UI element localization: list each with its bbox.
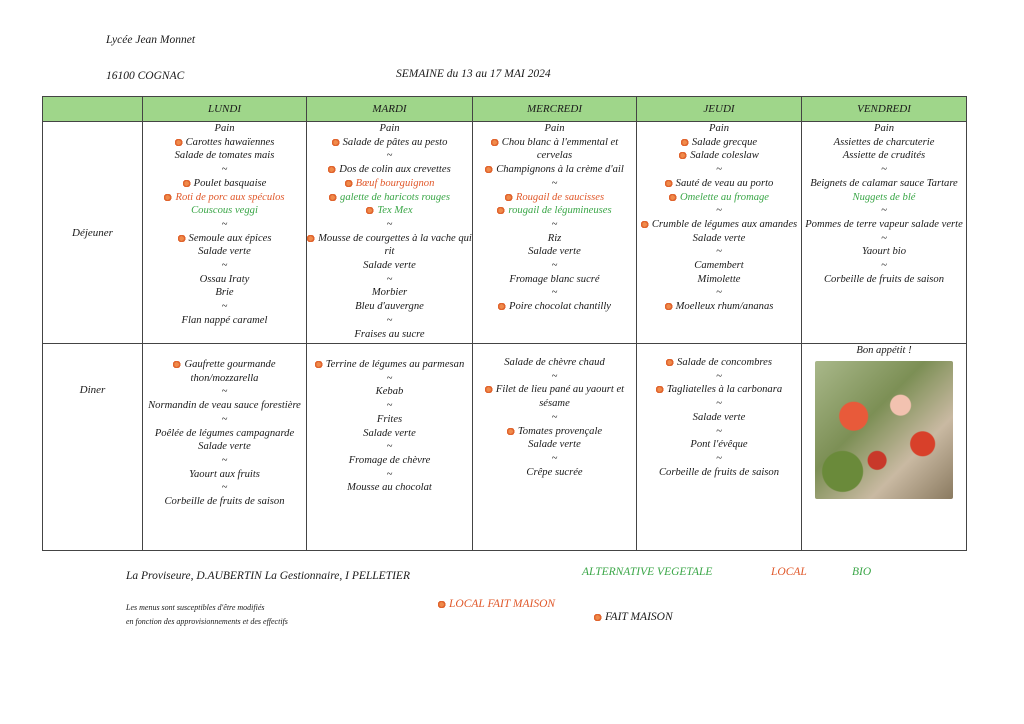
separator	[637, 397, 801, 411]
legend-fait-maison	[594, 611, 673, 623]
menu-item-label: rougail de légumineuses	[508, 205, 612, 217]
flower-photo	[815, 361, 953, 499]
menu-item	[637, 191, 801, 205]
menu-item-label: Mimolette	[697, 273, 741, 285]
menu-item	[307, 163, 472, 177]
separator	[473, 177, 636, 191]
menu-item-label: ~	[716, 164, 722, 176]
menu-item-label: Yaourt bio	[861, 246, 907, 258]
menu-item	[473, 204, 636, 218]
leaf-icon	[315, 361, 324, 368]
menu-item-label: ~	[551, 452, 558, 464]
separator	[802, 259, 966, 273]
menu-item	[143, 314, 306, 328]
menu-item	[473, 245, 636, 259]
separator	[637, 370, 801, 384]
menu-item	[802, 136, 966, 150]
leaf-icon	[505, 194, 514, 201]
menu-item	[802, 273, 966, 287]
menu-item-label: ~	[551, 177, 558, 189]
row-label-dinner: Diner	[43, 344, 143, 551]
lunch-cell-mercredi	[473, 122, 637, 344]
menu-item-label: Terrine de légumes au parmesan	[325, 359, 465, 370]
separator	[637, 425, 801, 439]
menu-item	[637, 356, 801, 370]
menu-item	[802, 218, 966, 232]
menu-item	[473, 425, 636, 439]
separator	[473, 218, 636, 232]
menu-item-label: Salade grecque	[691, 136, 758, 148]
menu-item	[307, 122, 472, 136]
menu-item-label: Pain	[708, 123, 729, 134]
menu-item-label: Salade verte	[363, 427, 416, 439]
separator	[802, 163, 966, 177]
leaf-icon	[332, 139, 341, 146]
menu-item-label: Camembert	[694, 260, 744, 272]
menu-item-label: Filet de lieu pané au yaourt et sésame	[495, 384, 625, 410]
leaf-icon	[173, 361, 182, 368]
menu-item	[473, 191, 636, 205]
menu-item-label: Champignons à la crème d'ail	[496, 164, 624, 176]
menu-item-label: Salade de concombres	[677, 357, 772, 368]
legend-vegetale: ALTERNATIVE VEGETALE	[582, 566, 713, 578]
leaf-icon	[666, 359, 675, 366]
menu-item	[637, 466, 801, 480]
separator	[637, 286, 801, 300]
menu-item	[637, 259, 801, 273]
menu-item-label: ~	[716, 452, 722, 464]
lunch-row	[43, 122, 967, 344]
menu-item-label: ~	[386, 150, 393, 162]
menu-item	[307, 427, 472, 441]
menu-item-label: Assiettes de charcuterie	[833, 136, 935, 148]
day-header-lundi: LUNDI	[143, 97, 307, 122]
menu-item-label: Omelette au fromage	[679, 191, 770, 203]
menu-item-label: Dos de colin aux crevettes	[339, 164, 451, 176]
leaf-icon	[507, 428, 516, 435]
menu-item-label: Gaufrette gourmande thon/mozzarella	[184, 359, 276, 384]
menu-item-label: ~	[221, 218, 228, 230]
separator	[637, 163, 801, 177]
dinner-cell-lundi	[143, 344, 307, 551]
menu-item-label: Assiette de crudités	[842, 150, 926, 162]
legend-bio: BIO	[852, 566, 872, 578]
menu-item-label: Nuggets de blé	[852, 191, 916, 203]
menu-item-label: Tex Mex	[377, 205, 413, 217]
note-line-2: en fonction des approvisionnements et des effectifs	[126, 617, 288, 626]
lunch-cell-lundi	[143, 122, 307, 344]
separator	[637, 204, 801, 218]
menu-item	[143, 495, 306, 509]
leaf-icon	[329, 194, 338, 201]
menu-item-label: Salade verte	[363, 260, 416, 272]
menu-item	[637, 300, 801, 314]
menu-item	[143, 136, 306, 150]
menu-item-label: ~	[221, 260, 228, 272]
menu-item-label: Poulet basquaise	[193, 177, 267, 189]
menu-item-label: ~	[716, 370, 722, 382]
legend-local-fait-maison	[438, 598, 555, 610]
menu-item-label: ~	[551, 411, 558, 423]
leaf-icon	[679, 152, 688, 159]
legend-fait-maison-label: FAIT MAISON	[605, 611, 673, 623]
separator	[143, 385, 306, 399]
menu-item-label: ~	[221, 482, 228, 494]
week-title: SEMAINE du 13 au 17 MAI 2024	[396, 68, 551, 80]
menu-item-label: Flan nappé caramel	[181, 314, 268, 326]
leaf-icon	[656, 386, 665, 393]
menu-item-label: Frites	[376, 413, 403, 425]
separator	[307, 440, 472, 454]
menu-item	[307, 259, 472, 273]
menu-item-label: ~	[386, 400, 393, 412]
menu-item	[307, 286, 472, 300]
day-header-mardi: MARDI	[307, 97, 473, 122]
menu-item	[637, 218, 801, 232]
leaf-icon	[175, 139, 184, 146]
menu-item-label: Poire chocolat chantilly	[509, 301, 611, 313]
leaf-icon	[307, 235, 316, 242]
separator	[473, 411, 636, 425]
menu-item-label: ~	[386, 441, 393, 453]
menu-item-label: Yaourt aux fruits	[189, 468, 260, 480]
menu-item	[143, 204, 306, 218]
day-header-mercredi: MERCREDI	[473, 97, 637, 122]
menu-item	[637, 383, 801, 397]
menu-item-label: Salade de pâtes au pesto	[342, 136, 448, 148]
menu-item	[143, 427, 306, 441]
legend-local-fait-maison-label: LOCAL FAIT MAISON	[449, 598, 556, 610]
separator	[307, 468, 472, 482]
school-city: 16100 COGNAC	[106, 70, 185, 82]
menu-item-label: Normandin de veau sauce forestière	[148, 400, 301, 412]
separator	[307, 218, 472, 232]
menu-item	[143, 468, 306, 482]
menu-item-label: ~	[221, 164, 228, 176]
separator	[473, 286, 636, 300]
separator	[143, 481, 306, 495]
leaf-icon	[485, 386, 494, 393]
separator	[143, 413, 306, 427]
menu-item	[473, 300, 636, 314]
menu-item	[307, 358, 472, 372]
menu-item-label: Crêpe sucrée	[526, 466, 583, 478]
menu-item	[637, 273, 801, 287]
dinner-cell-mercredi	[473, 344, 637, 551]
menu-item	[143, 149, 306, 163]
menu-item-label: Salade verte	[198, 441, 251, 453]
menu-item	[802, 177, 966, 191]
leaf-icon	[665, 303, 674, 310]
menu-item-label: ~	[221, 386, 228, 398]
dinner-cell-mardi	[307, 344, 473, 551]
menu-item-label: Corbeille de fruits de saison	[823, 273, 945, 285]
menu-item-label: Brie	[215, 287, 234, 299]
menu-item	[802, 149, 966, 163]
leaf-icon	[438, 601, 447, 608]
menu-item-label: galette de haricots rouges	[340, 191, 450, 203]
separator	[802, 232, 966, 246]
menu-item	[637, 149, 801, 163]
menu-item-label: Tomates provençale	[517, 425, 603, 437]
separator	[143, 259, 306, 273]
menu-item-label: Kebab	[375, 386, 404, 398]
separator	[637, 452, 801, 466]
separator	[143, 300, 306, 314]
menu-item-label: Moelleux rhum/ananas	[675, 301, 774, 313]
school-name: Lycée Jean Monnet	[106, 34, 196, 46]
menu-item-label: Salade de tomates mais	[174, 150, 275, 162]
menu-item-label: ~	[386, 218, 393, 230]
separator	[637, 245, 801, 259]
menu-item	[143, 286, 306, 300]
note-line-1: Les menus sont susceptibles d'être modifiés	[126, 603, 265, 612]
menu-item-label: Pain	[214, 123, 235, 134]
menu-item	[307, 232, 472, 259]
menu-item-label: Corbeille de fruits de saison	[164, 496, 285, 508]
menu-item	[143, 232, 306, 246]
leaf-icon	[366, 207, 375, 214]
menu-item	[802, 245, 966, 259]
menu-item	[473, 122, 636, 136]
menu-item	[637, 136, 801, 150]
dinner-cell-jeudi	[637, 344, 802, 551]
menu-item-label: ~	[716, 398, 722, 410]
menu-item	[802, 191, 966, 205]
menu-item	[307, 481, 472, 495]
menu-item	[637, 232, 801, 246]
day-header-jeudi: JEUDI	[637, 97, 802, 122]
leaf-icon	[498, 303, 507, 310]
menu-item-label: Poêlée de légumes campagnarde	[154, 427, 295, 439]
separator	[473, 370, 636, 384]
menu-item-label: ~	[551, 287, 558, 299]
leaf-icon	[641, 221, 650, 228]
leaf-icon	[164, 194, 173, 201]
menu-item-label: Mousse de courgettes à la vache qui rit	[318, 232, 472, 258]
lunch-cell-jeudi	[637, 122, 802, 344]
leaf-icon	[328, 166, 337, 173]
dinner-row	[43, 344, 967, 551]
menu-item-label: Salade verte	[528, 246, 581, 258]
menu-item-label: Morbier	[371, 287, 408, 299]
menu-item-label: ~	[716, 287, 722, 299]
menu-item	[307, 136, 472, 150]
leaf-icon	[485, 166, 494, 173]
menu-table	[42, 96, 967, 551]
separator	[143, 218, 306, 232]
menu-item-label: Corbeille de fruits de saison	[658, 466, 780, 478]
menu-item-label: Pont l'évêque	[690, 439, 748, 451]
menu-item-label: ~	[716, 246, 722, 258]
corner-cell	[43, 97, 143, 122]
menu-item-label: ~	[386, 468, 393, 480]
menu-item-label: Sauté de veau au porto	[675, 177, 774, 189]
leaf-icon	[491, 139, 500, 146]
separator	[802, 204, 966, 218]
menu-item-label: Fromage blanc sucré	[509, 273, 600, 285]
menu-item	[143, 122, 306, 136]
menu-item-label: Pommes de terre vapeur salade verte	[805, 218, 963, 230]
leaf-icon	[178, 235, 187, 242]
menu-item-label: Couscous veggi	[191, 205, 258, 217]
menu-item	[143, 273, 306, 287]
menu-item	[307, 177, 472, 191]
menu-item	[473, 232, 636, 246]
menu-item-label: Salade verte	[528, 439, 581, 451]
menu-item-label: Fromage de chèvre	[348, 454, 431, 466]
menu-item-label: Beignets de calamar sauce Tartare	[810, 177, 958, 189]
separator	[473, 259, 636, 273]
menu-item	[143, 399, 306, 413]
legend-local: LOCAL	[771, 566, 807, 578]
lunch-cell-mardi	[307, 122, 473, 344]
menu-item	[473, 136, 636, 163]
menu-item	[473, 383, 636, 410]
menu-item-label: ~	[551, 370, 558, 382]
menu-item-label: Ossau Iraty	[199, 273, 250, 285]
separator	[143, 163, 306, 177]
menu-item	[637, 438, 801, 452]
separator	[307, 372, 472, 386]
menu-item	[143, 358, 306, 385]
menu-item	[307, 191, 472, 205]
menu-item	[307, 385, 472, 399]
menu-item-label: ~	[386, 273, 393, 285]
menu-item-label: Salade coleslaw	[690, 150, 759, 162]
days-header-row	[43, 97, 967, 122]
menu-item	[637, 122, 801, 136]
menu-item-label: Riz	[547, 232, 562, 244]
menu-item-label: Roti de porc aux spéculos	[175, 191, 285, 203]
leaf-icon	[594, 614, 603, 621]
separator	[143, 454, 306, 468]
menu-item	[307, 413, 472, 427]
menu-item-label: ~	[881, 164, 887, 176]
menu-item-label: Salade de chèvre chaud	[504, 357, 605, 368]
bon-appetit-text: Bon appétit !	[856, 345, 912, 356]
menu-item-label: ~	[551, 260, 558, 272]
menu-item-label: Carottes hawaïennes	[185, 136, 275, 148]
signatures: La Proviseure, D.AUBERTIN La Gestionnaire, I PELLETIER	[126, 570, 410, 582]
menu-item-label: Semoule aux épices	[188, 232, 272, 244]
lunch-cell-vendredi	[802, 122, 967, 344]
leaf-icon	[183, 180, 192, 187]
menu-item-label: Fraises au sucre	[354, 328, 425, 340]
menu-item-label: ~	[716, 205, 722, 217]
menu-item-label: Bœuf bourguignon	[355, 177, 435, 189]
menu-item	[143, 245, 306, 259]
menu-item	[307, 204, 472, 218]
menu-item-label: Tagliatelles à la carbonara	[666, 384, 783, 396]
menu-item	[473, 356, 636, 370]
menu-item-label: ~	[221, 301, 228, 313]
menu-item-label: Chou blanc à l'emmental et cervelas	[501, 136, 619, 162]
menu-item-label: Crumble de légumes aux amandes	[651, 218, 798, 230]
menu-item-label: Salade verte	[692, 411, 746, 423]
menu-item-label: ~	[881, 205, 887, 217]
leaf-icon	[497, 207, 506, 214]
separator	[307, 273, 472, 287]
leaf-icon	[669, 194, 678, 201]
dinner-cell-vendredi	[802, 344, 967, 551]
menu-item-label: Rougail de saucisses	[515, 191, 605, 203]
leaf-icon	[665, 180, 674, 187]
menu-item	[143, 440, 306, 454]
menu-item	[307, 454, 472, 468]
menu-item	[637, 411, 801, 425]
row-label-lunch: Déjeuner	[43, 122, 143, 344]
menu-item-label: Pain	[544, 123, 565, 134]
menu-item-label: ~	[221, 454, 228, 466]
separator	[307, 149, 472, 163]
menu-item	[637, 177, 801, 191]
menu-item	[473, 163, 636, 177]
leaf-icon	[345, 180, 354, 187]
menu-item-label: Bleu d'auvergne	[355, 301, 424, 313]
leaf-icon	[681, 139, 690, 146]
menu-item-label: ~	[716, 425, 722, 437]
menu-item-label: ~	[881, 260, 887, 272]
menu-item	[307, 328, 472, 342]
menu-item-label: ~	[221, 413, 228, 425]
menu-item-label: ~	[881, 232, 887, 244]
separator	[307, 399, 472, 413]
menu-item	[473, 438, 636, 452]
menu-item	[143, 177, 306, 191]
menu-item-label: Pain	[873, 123, 894, 134]
menu-item	[307, 300, 472, 314]
menu-item	[802, 122, 966, 136]
menu-item-label: Salade verte	[198, 246, 251, 258]
day-header-vendredi: VENDREDI	[802, 97, 967, 122]
menu-item-label: ~	[551, 218, 558, 230]
menu-item-label: Salade verte	[692, 232, 746, 244]
menu-item	[473, 273, 636, 287]
menu-item	[143, 191, 306, 205]
menu-item	[473, 466, 636, 480]
menu-item-label: ~	[386, 372, 393, 384]
separator	[307, 314, 472, 328]
menu-item-label: Pain	[379, 123, 400, 134]
menu-item-label: ~	[386, 314, 393, 326]
separator	[473, 452, 636, 466]
menu-item-label: Mousse au chocolat	[347, 482, 432, 494]
